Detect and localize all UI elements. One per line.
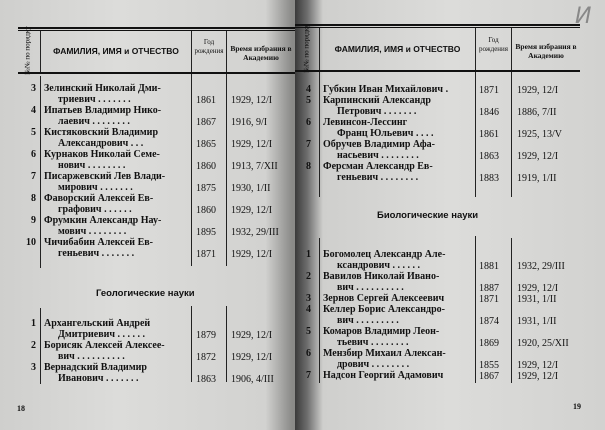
person-name-line1: Вавилов Николай Ивано- [323,271,440,282]
row-number: 7 [306,139,311,150]
header-top-rule [295,24,580,26]
table-row [0,171,295,193]
header-year: Год рождения [194,38,224,55]
table-row [291,139,601,161]
election-date: 1932, 29/III [517,261,565,272]
election-date: 1929, 12/I [517,85,559,96]
header-bottom-rule [295,70,580,72]
header-name: ФАМИЛИЯ, ИМЯ и ОТЧЕСТВО [53,46,179,56]
row-number: 5 [306,95,311,106]
person-name-line1: Архангельский Андрей [44,318,151,329]
person-name-line2: вич . . . . . . . . . . [337,282,404,293]
row-number: 6 [31,149,36,160]
person-name-line2: тьевич . . . . . . . . [337,337,409,348]
header-bottom-rule [18,72,295,74]
person-name-line2: Франц Юльевич . . . . [337,128,434,139]
person-name-line1: Курнаков Николай Семе- [44,149,160,160]
election-date: 1916, 9/I [231,117,268,128]
table-row [0,340,295,362]
table-row [291,249,601,271]
birth-year: 1874 [479,316,499,327]
row-number: 4 [31,105,36,116]
birth-year: 1875 [196,183,216,194]
row-number: 4 [306,304,311,315]
header-date: Время избрания в Академию [515,42,577,60]
person-name-line2: лаевич . . . . . . . . [58,116,130,127]
table-row [0,149,295,171]
birth-year: 1887 [479,283,499,294]
person-name-line2: геньевич . . . . . . . [58,248,135,259]
birth-year: 1872 [196,352,216,363]
pencil-mark: И [575,4,592,29]
row-number: 7 [306,370,311,381]
person-name-line2: вич . . . . . . . . . . [58,351,125,362]
row-number: 1 [31,318,36,329]
table-row [291,84,601,95]
person-name-line2: нович . . . . . . . . [58,160,126,171]
election-date: 1906, 4/III [231,374,274,385]
birth-year: 1860 [196,161,216,172]
person-name-line2: Александрович . . . [58,138,144,149]
section-heading-geology: Геологические науки [96,288,195,299]
election-date: 1929, 12/I [231,352,273,363]
row-number: 8 [306,161,311,172]
election-date: 1931, 1/II [517,316,557,327]
election-date: 1929, 12/I [517,151,559,162]
table-row [291,304,601,326]
header-number: №№ по порядку [302,24,311,73]
row-number: 5 [31,127,36,138]
election-date: 1929, 12/I [231,205,273,216]
birth-year: 1861 [479,129,499,140]
page-number: 19 [573,402,581,411]
person-name-line2: вич . . . . . . . . . [337,315,399,326]
person-name-line2: мирович . . . . . . . [58,182,133,193]
person-name-line1: Надсон Георгий Адамович [323,370,444,381]
person-name-line2: Дмитриевич . . . . . . [58,329,146,340]
birth-year: 1871 [479,85,499,96]
person-name-line1: Келлер Борис Александро- [323,304,445,315]
birth-year: 1895 [196,227,216,238]
birth-year: 1879 [196,330,216,341]
election-date: 1930, 1/II [231,183,271,194]
birth-year: 1855 [479,360,499,371]
person-name-line1: Зелинский Николай Дми- [44,83,161,94]
election-date: 1929, 12/I [231,249,273,260]
table-row [0,193,295,215]
table-row [0,83,295,105]
birth-year: 1863 [196,374,216,385]
geology-section [0,318,295,384]
biology-section [291,249,601,381]
person-name-line1: Писаржевский Лев Влади- [44,171,166,182]
header-name: ФАМИЛИЯ, ИМЯ и ОТЧЕСТВО [334,44,461,54]
election-date: 1929, 12/I [231,330,273,341]
column-divider [319,28,320,70]
election-date: 1920, 25/XII [517,338,569,349]
table-row [0,362,295,384]
person-name-line1: Кистяковский Владимир [44,127,159,138]
table-row [0,237,295,259]
table-row [291,161,601,183]
row-number: 1 [306,249,311,260]
election-date: 1929, 12/I [231,139,273,150]
person-name-line1: Комаров Владимир Леон- [323,326,440,337]
row-number: 6 [306,117,311,128]
person-name-line1: Карпинский Александр [323,95,431,106]
table-row [0,127,295,149]
person-name-line2: триевич . . . . . . . [58,94,131,105]
row-number: 3 [31,362,36,373]
birth-year: 1869 [479,338,499,349]
birth-year: 1861 [196,95,216,106]
row-number: 3 [306,293,311,304]
person-name-line1: Богомолец Александр Але- [323,249,446,260]
birth-year: 1865 [196,139,216,150]
table-row [291,117,601,139]
person-name-line2: насьевич . . . . . . . . [337,150,419,161]
table-row [0,105,295,127]
column-divider [226,31,227,72]
birth-year: 1881 [479,261,499,272]
birth-year: 1863 [479,151,499,162]
election-date: 1929, 12/I [517,360,559,371]
person-name-line2: Иванович . . . . . . . [58,373,139,384]
birth-year: 1846 [479,107,499,118]
right-page [295,0,605,430]
person-name-line1: Зернов Сергей Алексеевич [323,293,445,304]
row-number: 10 [26,237,36,248]
header-year: Год рождения [478,36,509,53]
left-page [0,0,295,430]
table-row [291,271,601,293]
row-number: 8 [31,193,36,204]
election-date: 1932, 29/III [231,227,279,238]
birth-year: 1860 [196,205,216,216]
row-number: 2 [31,340,36,351]
table-row [291,370,601,381]
birth-year: 1871 [196,249,216,260]
header-top-rule-thin [295,27,580,28]
person-name-line2: графович . . . . . . [58,204,132,215]
election-date: 1929, 12/I [231,95,273,106]
column-divider [40,31,41,72]
row-number: 3 [31,83,36,94]
person-name-line1: Фрумкин Александр Нау- [44,215,162,226]
person-name-line2: геньевич . . . . . . . . [337,172,419,183]
table-row [0,318,295,340]
person-name-line1: Мензбир Михаил Алексан- [323,348,446,359]
table-row [291,348,601,370]
person-name-line1: Борисяк Алексей Алексее- [44,340,165,351]
table-row [291,293,601,304]
person-name-line1: Обручев Владимир Афа- [323,139,436,150]
election-date: 1925, 13/V [517,129,562,140]
header-top-rule [18,27,295,29]
election-date: 1919, 1/II [517,173,557,184]
person-name-line1: Ипатьев Владимир Нико- [44,105,162,116]
birth-year: 1867 [479,371,499,382]
election-date: 1886, 7/II [517,107,557,118]
birth-year: 1867 [196,117,216,128]
header-number: №№ по порядку [23,26,32,75]
row-number: 5 [306,326,311,337]
election-date: 1929, 12/I [517,283,559,294]
person-name-line2: мович . . . . . . . . [58,226,127,237]
person-name-line1: Левинсон-Лессинг [323,117,408,128]
person-name-line1: Чичибабин Алексей Ев- [44,237,153,248]
person-name-line2: дрович . . . . . . . . [337,359,410,370]
page-number: 18 [17,404,25,413]
person-name-line2: ксандрович . . . . . . [337,260,421,271]
chemistry-section [0,83,295,259]
row-number: 7 [31,171,36,182]
table-row [291,95,601,117]
row-number: 2 [306,271,311,282]
election-date: 1929, 12/I [517,371,559,382]
person-name-line1: Вернадский Владимир [44,362,147,373]
person-name-line1: Ферсман Александр Ев- [323,161,433,172]
election-date: 1913, 7/XII [231,161,278,172]
row-number: 9 [31,215,36,226]
row-number: 4 [306,84,311,95]
person-name-line2: Петрович . . . . . . . [337,106,417,117]
person-name-line1: Губкин Иван Михайлович . [323,84,449,95]
header-date: Время избрания в Академию [230,44,292,62]
person-name-line1: Фаворский Алексей Ев- [44,193,154,204]
table-row [291,326,601,348]
geology-section-continued [291,84,601,183]
column-divider [511,28,512,70]
birth-year: 1883 [479,173,499,184]
birth-year: 1871 [479,294,499,305]
election-date: 1931, 1/II [517,294,557,305]
table-row [0,215,295,237]
section-heading-biology: Биологические науки [377,210,479,221]
header-top-rule-thin [18,30,295,31]
row-number: 6 [306,348,311,359]
